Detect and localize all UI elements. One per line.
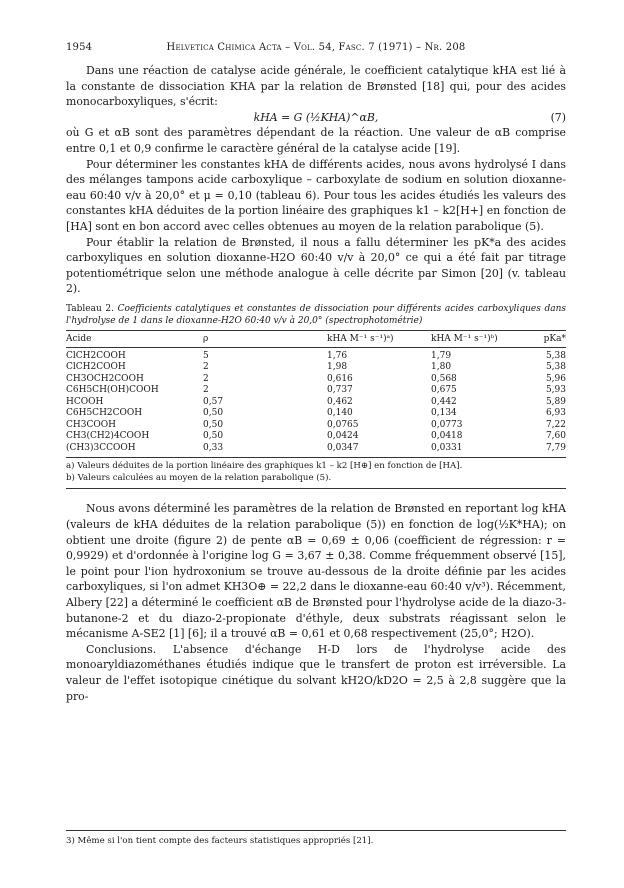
journal-title: Helvetica Chimica Acta – Vol. 54, Fasc. 7 (1971) – Nr. 208 — [166, 42, 466, 53]
table-row — [66, 408, 566, 420]
paragraph-1: Dans une réaction de catalyse acide générale, le coefficient catalytique kHA est lié à la constante de dissociation KHA par la relation de Brønsted [18] qui, pour des acides monocarboxyliques, s'écrit: — [66, 64, 566, 109]
cell-pka: 7,79 — [513, 443, 566, 458]
cell-kha-b: 0,568 — [431, 373, 457, 384]
cell-pka: 5,89 — [545, 396, 566, 407]
table-header-row — [66, 330, 566, 347]
cell-kha-b: 1,79 — [431, 350, 452, 361]
paragraph-6: Conclusions. L'absence d'échange H-D lors de l'hydrolyse acide des monoaryldiazométhanes étudiés indique que le transfert de proton est irréversible. La valeur de l'effet isotopique cinétique du solvant kH2O/kD2O = 2,5 à 2,8 suggère que la pro- — [66, 642, 566, 703]
cell-rho: 0,50 — [203, 431, 224, 442]
cell-acid: C6H5CH2COOH — [66, 408, 143, 419]
paragraph-5: Nous avons déterminé les paramètres de la relation de Brønsted en reportant log kHA (valeurs de kHA déduites de la relation parabolique (5)) en fonction de log(½K*HA); on obtient une droite (figure 2) de pente αB = 0,69 ± 0,06 (coefficient de régression: r = 0,9929) et d'ordonnée à l'origine log G = 3,67 ± 0,38. Comme fréquemment observé [15], le point pour l'ion hydroxonium se trouve au-dessous de la droite définie par les acides carboxyliques, si l'on admet KH3O⊕ = 22,2 dans le dioxanne-eau 60:40 v/v³). Récemment, Albery [22] a déterminé le coefficient αB de Brønsted pour l'hydrolyse acide de la diazo-3-butanone-2 et du diazo-2-propionate d'éthyle, deux substrats réagissant selon le mécanisme A-SE2 [1] [6]; il a trouvé αB = 0,61 et 0,68 respectivement (25,0°; H2O). — [66, 502, 566, 641]
header-kha-b: kHA M⁻¹ s⁻¹)ᵇ) — [431, 330, 513, 347]
cell-pka: 7,60 — [545, 431, 566, 442]
cell-kha-a: 0,462 — [327, 396, 353, 407]
cell-kha-a: 0,0347 — [327, 443, 431, 458]
cell-kha-a: 0,0765 — [327, 419, 359, 430]
page — [66, 42, 566, 704]
cell-rho: 5 — [203, 350, 209, 361]
page-number: 1954 — [66, 42, 93, 53]
cell-kha-b: 0,442 — [431, 396, 457, 407]
cell-kha-a: 0,0424 — [327, 431, 359, 442]
cell-acid: HCOOH — [66, 396, 104, 407]
data-table — [66, 330, 566, 459]
paragraph-3: Pour déterminer les constantes kHA de différents acides, nous avons hydrolysé I dans des mélanges tampons acide carboxylique – carboxylate de sodium en solution dioxanne-eau 60:40 v/v à 20,0° et μ = 0,10 (tableau 6). Pour tous les acides étudiés les valeurs des constantes kHA déduites de la portion linéaire des graphiques k1 – k2[H+] en fonction de [HA] sont en bon accord avec celles obtenues au moyen de la relation parabolique (5). — [66, 157, 566, 233]
cell-kha-a: 1,76 — [327, 350, 348, 361]
footnote: 3) Même si l'on tient compte des facteurs statistiques appropriés [21]. — [66, 830, 566, 846]
equation-text: kHA = G (½KHA)^αB, — [253, 110, 379, 124]
cell-kha-a: 0,140 — [327, 408, 353, 419]
header-rho: ρ — [203, 330, 327, 347]
table-row — [66, 431, 566, 443]
header-acid: Acide — [66, 330, 203, 347]
running-header — [66, 42, 566, 53]
cell-rho: 0,50 — [203, 408, 224, 419]
cell-pka: 7,22 — [545, 419, 566, 430]
table-caption — [66, 303, 566, 327]
cell-acid: CH3OCH2COOH — [66, 373, 144, 384]
table-row — [66, 347, 566, 362]
cell-kha-b: 0,0331 — [431, 443, 513, 458]
cell-kha-b: 0,0773 — [431, 419, 463, 430]
cell-rho: 2 — [203, 373, 209, 384]
cell-acid: C6H5CH(OH)COOH — [66, 385, 159, 396]
paragraph-2: où G et αB sont des paramètres dépendant de la réaction. Une valeur de αB comprise entre 0,1 et 0,9 confirme le caractère général de la catalyse acide [19]. — [66, 126, 566, 155]
table-row — [66, 362, 566, 374]
table-caption-text: Coefficients catalytiques et constantes de dissociation pour différents acides carboxyliques dans l'hydrolyse de 1 dans le dioxanne-H2O 60:40 v/v à 20,0° (spectrophotométrie) — [66, 303, 566, 326]
cell-acid: CH3(CH2)4COOH — [66, 431, 150, 442]
cell-acid: ClCH2COOH — [66, 362, 126, 373]
cell-pka: 5,38 — [545, 362, 566, 373]
cell-kha-b: 0,134 — [431, 408, 457, 419]
header-kha-a: kHA M⁻¹ s⁻¹)ᵃ) — [327, 330, 431, 347]
header-pka: pKa* — [513, 330, 566, 347]
cell-pka: 6,93 — [545, 408, 566, 419]
cell-pka: 5,93 — [545, 385, 566, 396]
cell-rho: 0,50 — [203, 419, 224, 430]
table-row — [66, 420, 566, 432]
cell-kha-b: 1,80 — [431, 362, 452, 373]
table-row — [66, 374, 566, 386]
cell-kha-a: 0,737 — [327, 385, 353, 396]
cell-rho: 0,33 — [203, 443, 327, 458]
table-row — [66, 443, 566, 458]
cell-kha-b: 0,675 — [431, 385, 457, 396]
table-row — [66, 397, 566, 409]
cell-kha-a: 0,616 — [327, 373, 353, 384]
cell-pka: 5,38 — [545, 350, 566, 361]
cell-acid: (CH3)3CCOOH — [66, 443, 203, 458]
paragraph-4: Pour établir la relation de Brønsted, il nous a fallu déterminer les pK*a des acides carboxyliques en solution dioxanne-H2O 60:40 v/v à 20,0° ce qui a été fait par titrage potentiométrique selon une méthode analogue à celle décrite par Simon [20] (v. tableau 2). — [66, 235, 566, 296]
equation-7 — [66, 110, 566, 126]
cell-rho: 0,57 — [203, 396, 224, 407]
table-caption-label: Tableau 2. — [66, 303, 115, 314]
table-notes — [66, 461, 566, 489]
cell-kha-a: 1,98 — [327, 362, 348, 373]
table-note-a: a) Valeurs déduites de la portion linéaire des graphiques k1 – k2 [H⊕] en fonction de [HA]. — [66, 461, 463, 472]
table-row — [66, 385, 566, 397]
equation-number: (7) — [550, 110, 566, 124]
cell-kha-b: 0,0418 — [431, 431, 463, 442]
cell-rho: 2 — [203, 362, 209, 373]
cell-rho: 2 — [203, 385, 209, 396]
cell-acid: ClCH2COOH — [66, 350, 126, 361]
cell-acid: CH3COOH — [66, 419, 116, 430]
cell-pka: 5,96 — [545, 373, 566, 384]
table-note-b: b) Valeurs calculées au moyen de la relation parabolique (5). — [66, 472, 332, 483]
